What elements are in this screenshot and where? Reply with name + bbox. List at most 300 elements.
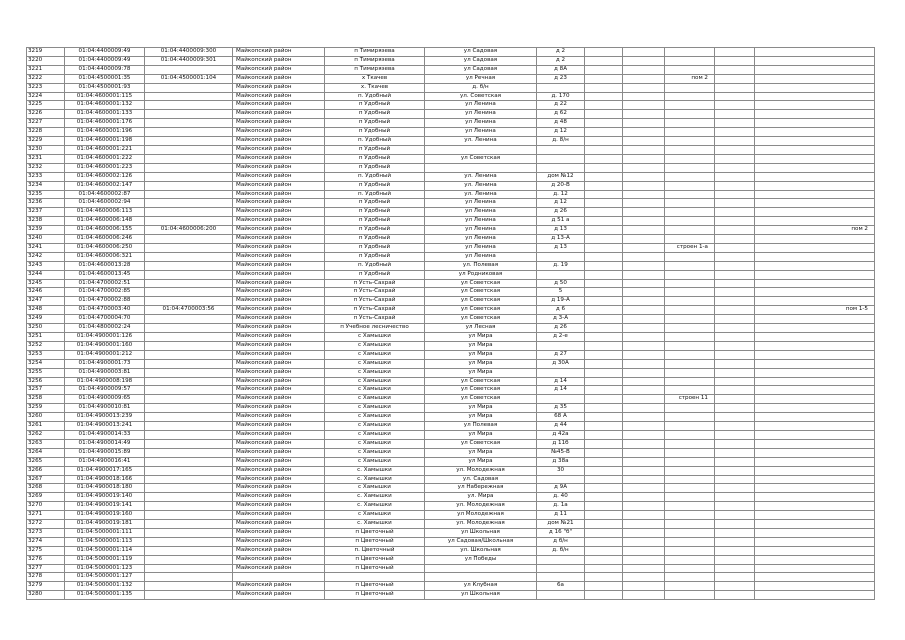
table-cell — [145, 315, 233, 324]
table-cell: 01:04:4900019:160 — [65, 511, 145, 520]
table-row — [27, 217, 875, 226]
table-row — [27, 243, 875, 252]
table-cell: д 50 — [537, 279, 585, 288]
table-cell: 01:04:5000001:135 — [65, 591, 145, 600]
table-cell — [145, 537, 233, 546]
table-cell: ул Молодежная — [425, 511, 537, 520]
table-cell: Майкопский район — [233, 181, 325, 190]
table-cell — [145, 181, 233, 190]
table-cell: 01:04:4700003:40 — [65, 306, 145, 315]
table-cell — [665, 422, 715, 431]
table-cell — [755, 386, 875, 395]
table-cell — [585, 252, 623, 261]
table-cell: ул Лесная — [425, 324, 537, 333]
table-cell — [715, 573, 755, 582]
table-cell — [585, 341, 623, 350]
table-cell — [145, 199, 233, 208]
table-cell: ул Советская — [425, 297, 537, 306]
table-cell — [715, 163, 755, 172]
table-cell: 01:04:4900015:89 — [65, 448, 145, 457]
table-cell — [585, 422, 623, 431]
table-cell — [665, 537, 715, 546]
table-cell — [585, 439, 623, 448]
table-cell: д 11б — [537, 439, 585, 448]
table-cell — [665, 341, 715, 350]
table-cell: 01:04:5000001:123 — [65, 564, 145, 573]
table-cell — [755, 145, 875, 154]
table-cell: 3274 — [27, 537, 65, 546]
table-cell — [665, 261, 715, 270]
table-cell — [585, 297, 623, 306]
table-cell: Майкопский район — [233, 502, 325, 511]
table-cell: д 8А — [537, 65, 585, 74]
table-cell: п Усть-Сахрай — [325, 279, 425, 288]
table-cell: 3229 — [27, 137, 65, 146]
table-cell — [715, 48, 755, 57]
table-cell: 3225 — [27, 101, 65, 110]
table-cell — [665, 448, 715, 457]
table-cell: дом №12 — [537, 172, 585, 181]
table-cell — [755, 475, 875, 484]
table-cell — [665, 137, 715, 146]
table-cell — [145, 528, 233, 537]
table-cell — [755, 297, 875, 306]
table-row — [27, 101, 875, 110]
table-cell: 3267 — [27, 475, 65, 484]
table-cell: ул Советская — [425, 315, 537, 324]
table-cell — [665, 154, 715, 163]
table-cell: Майкопский район — [233, 511, 325, 520]
table-cell: ул Ленина — [425, 243, 537, 252]
table-cell: Майкопский район — [233, 226, 325, 235]
table-cell — [623, 128, 665, 137]
table-cell: 3256 — [27, 377, 65, 386]
table-cell: 3239 — [27, 226, 65, 235]
table-cell: №45-В — [537, 448, 585, 457]
table-row — [27, 528, 875, 537]
table-cell: п Усть-Сахрай — [325, 315, 425, 324]
table-cell — [623, 511, 665, 520]
table-cell: Майкопский район — [233, 466, 325, 475]
table-cell — [623, 457, 665, 466]
table-cell: ул. Молодежная — [425, 466, 537, 475]
table-cell — [145, 386, 233, 395]
table-cell: 3269 — [27, 493, 65, 502]
table-cell — [537, 573, 585, 582]
table-cell: ул. Ленина — [425, 137, 537, 146]
table-cell — [665, 297, 715, 306]
table-cell — [665, 573, 715, 582]
table-cell: 3253 — [27, 350, 65, 359]
table-cell: 3278 — [27, 573, 65, 582]
table-row — [27, 297, 875, 306]
table-cell: 3271 — [27, 511, 65, 520]
table-cell: п. Удобный — [325, 261, 425, 270]
table-cell — [755, 448, 875, 457]
table-cell: п Усть-Сахрай — [325, 288, 425, 297]
table-cell — [623, 341, 665, 350]
table-cell — [623, 555, 665, 564]
table-cell: п Цветочный — [325, 591, 425, 600]
table-row — [27, 128, 875, 137]
table-cell — [665, 110, 715, 119]
table-cell — [585, 511, 623, 520]
table-cell: Майкопский район — [233, 395, 325, 404]
table-cell — [145, 154, 233, 163]
table-cell: д 6 — [537, 306, 585, 315]
table-cell: Майкопский район — [233, 56, 325, 65]
table-cell — [623, 582, 665, 591]
table-row — [27, 573, 875, 582]
table-cell — [755, 137, 875, 146]
table-cell: д 12 — [537, 128, 585, 137]
table-cell: 3245 — [27, 279, 65, 288]
table-cell: Майкопский район — [233, 591, 325, 600]
table-cell: д 14 — [537, 386, 585, 395]
table-cell — [665, 226, 715, 235]
table-row — [27, 137, 875, 146]
table-cell: д 13 — [537, 226, 585, 235]
table-cell: 6а — [537, 582, 585, 591]
table-row — [27, 448, 875, 457]
table-cell: ул Ленина — [425, 235, 537, 244]
table-cell: 01:04:5000001:119 — [65, 555, 145, 564]
table-cell — [623, 315, 665, 324]
table-cell — [623, 190, 665, 199]
table-cell: дом №21 — [537, 520, 585, 529]
table-cell: 5 — [537, 288, 585, 297]
table-cell — [755, 217, 875, 226]
table-row — [27, 493, 875, 502]
table-cell — [145, 564, 233, 573]
table-cell: ул. Школьная — [425, 546, 537, 555]
table-cell — [755, 368, 875, 377]
table-cell: 01:04:4600001:133 — [65, 110, 145, 119]
table-cell: д 9А — [537, 484, 585, 493]
table-cell — [145, 457, 233, 466]
spreadsheet-page — [26, 47, 875, 600]
table-cell: 3235 — [27, 190, 65, 199]
table-cell — [623, 377, 665, 386]
table-cell: 01:04:5000001:132 — [65, 582, 145, 591]
table-cell — [715, 297, 755, 306]
table-cell — [755, 154, 875, 163]
table-cell — [715, 92, 755, 101]
table-cell: 3221 — [27, 65, 65, 74]
table-cell — [623, 56, 665, 65]
table-row — [27, 377, 875, 386]
table-cell: ул Ленина — [425, 252, 537, 261]
table-cell — [665, 48, 715, 57]
table-body — [27, 48, 875, 600]
table-cell — [145, 145, 233, 154]
table-row — [27, 466, 875, 475]
table-cell: 3273 — [27, 528, 65, 537]
table-cell: 01:04:4600001:196 — [65, 128, 145, 137]
table-cell — [623, 208, 665, 217]
table-cell — [623, 368, 665, 377]
table-cell: Майкопский район — [233, 217, 325, 226]
table-cell — [715, 270, 755, 279]
table-cell: с Хамышки — [325, 386, 425, 395]
table-cell — [755, 341, 875, 350]
table-cell — [715, 306, 755, 315]
table-cell: Майкопский район — [233, 235, 325, 244]
table-cell: ул Советская — [425, 306, 537, 315]
table-cell: с Хамышки — [325, 413, 425, 422]
table-cell — [145, 511, 233, 520]
table-cell: ул Советская — [425, 395, 537, 404]
table-cell — [585, 145, 623, 154]
table-cell: ул Мира — [425, 350, 537, 359]
table-cell: 01:04:5000001:114 — [65, 546, 145, 555]
table-cell — [665, 493, 715, 502]
table-cell — [145, 101, 233, 110]
table-cell — [715, 386, 755, 395]
table-cell: ул Ленина — [425, 128, 537, 137]
table-cell — [585, 199, 623, 208]
table-row — [27, 226, 875, 235]
table-cell — [755, 359, 875, 368]
table-cell — [715, 466, 755, 475]
table-cell: ул Мира — [425, 413, 537, 422]
table-cell: д 27 — [537, 350, 585, 359]
table-cell: 3250 — [27, 324, 65, 333]
table-cell — [715, 181, 755, 190]
table-cell — [755, 252, 875, 261]
table-row — [27, 430, 875, 439]
table-cell: 01:04:4400009:301 — [145, 56, 233, 65]
table-cell: ул Советская — [425, 288, 537, 297]
table-row — [27, 288, 875, 297]
table-cell — [585, 466, 623, 475]
table-cell: 3246 — [27, 288, 65, 297]
table-cell: 30 — [537, 466, 585, 475]
table-cell — [623, 252, 665, 261]
table-cell: Майкопский район — [233, 252, 325, 261]
table-cell — [623, 172, 665, 181]
data-table — [26, 47, 875, 600]
table-cell — [665, 377, 715, 386]
table-row — [27, 163, 875, 172]
table-cell: Майкопский район — [233, 154, 325, 163]
table-cell — [537, 475, 585, 484]
table-cell — [585, 457, 623, 466]
table-cell — [755, 324, 875, 333]
table-cell: ул Ленина — [425, 217, 537, 226]
table-cell: д 19-А — [537, 297, 585, 306]
table-cell: 01:04:4900013:241 — [65, 422, 145, 431]
table-cell: п. Удобный — [325, 172, 425, 181]
table-cell — [665, 252, 715, 261]
table-cell — [715, 528, 755, 537]
table-row — [27, 92, 875, 101]
table-cell — [715, 279, 755, 288]
table-row — [27, 484, 875, 493]
table-cell: ул. Садовая — [425, 475, 537, 484]
table-cell: п Цветочный — [325, 528, 425, 537]
table-cell: 01:04:4600006:200 — [145, 226, 233, 235]
table-cell — [755, 404, 875, 413]
table-cell: п Учебное лесничество — [325, 324, 425, 333]
table-cell: д 38а — [537, 457, 585, 466]
table-cell: Майкопский район — [233, 137, 325, 146]
table-cell — [623, 243, 665, 252]
table-cell — [755, 128, 875, 137]
table-cell: Майкопский район — [233, 537, 325, 546]
table-cell: 01:04:4900001:73 — [65, 359, 145, 368]
table-cell — [755, 92, 875, 101]
table-cell: д 22 — [537, 101, 585, 110]
table-cell — [715, 199, 755, 208]
table-cell: 3263 — [27, 439, 65, 448]
table-cell — [755, 511, 875, 520]
table-cell — [585, 270, 623, 279]
table-cell — [715, 448, 755, 457]
table-cell — [755, 279, 875, 288]
table-cell — [715, 235, 755, 244]
table-cell: Майкопский район — [233, 243, 325, 252]
table-cell: 3224 — [27, 92, 65, 101]
table-cell: д. 19 — [537, 261, 585, 270]
table-cell — [585, 101, 623, 110]
table-row — [27, 65, 875, 74]
table-cell — [665, 190, 715, 199]
table-cell — [665, 288, 715, 297]
table-cell — [715, 555, 755, 564]
table-cell: п. Удобный — [325, 92, 425, 101]
table-cell — [145, 65, 233, 74]
table-cell — [715, 564, 755, 573]
table-cell: д 23 — [537, 74, 585, 83]
table-cell: ул. Полевая — [425, 261, 537, 270]
table-cell: д 20-В — [537, 181, 585, 190]
table-cell: 3227 — [27, 119, 65, 128]
table-cell: ул Победы — [425, 555, 537, 564]
table-cell: ул Мира — [425, 359, 537, 368]
table-cell: Майкопский район — [233, 288, 325, 297]
table-cell: ул. Мира — [425, 493, 537, 502]
table-row — [27, 261, 875, 270]
table-cell — [755, 270, 875, 279]
table-cell: 3243 — [27, 261, 65, 270]
table-cell: 01:04:4900001:126 — [65, 333, 145, 342]
table-cell — [715, 56, 755, 65]
table-cell: 01:04:4900019:141 — [65, 502, 145, 511]
table-cell: 01:04:4900009:65 — [65, 395, 145, 404]
table-row — [27, 404, 875, 413]
table-cell — [755, 413, 875, 422]
table-cell: ул Садовая — [425, 56, 537, 65]
table-cell: п Тимирязева — [325, 48, 425, 57]
table-cell — [537, 555, 585, 564]
table-cell — [755, 119, 875, 128]
table-cell: с Хамышки — [325, 457, 425, 466]
table-cell — [145, 359, 233, 368]
table-cell — [755, 422, 875, 431]
table-cell — [585, 546, 623, 555]
table-cell — [145, 404, 233, 413]
table-cell — [755, 395, 875, 404]
table-cell — [145, 163, 233, 172]
table-cell: Майкопский район — [233, 199, 325, 208]
table-cell: п Цветочный — [325, 555, 425, 564]
table-cell — [623, 333, 665, 342]
table-cell — [585, 395, 623, 404]
table-cell: 01:04:4800002:24 — [65, 324, 145, 333]
table-cell: ул Мира — [425, 448, 537, 457]
table-cell — [665, 386, 715, 395]
table-cell — [623, 404, 665, 413]
table-cell — [623, 270, 665, 279]
table-cell — [623, 163, 665, 172]
table-cell — [623, 199, 665, 208]
table-cell — [715, 350, 755, 359]
table-cell — [145, 422, 233, 431]
table-cell — [145, 395, 233, 404]
table-row — [27, 83, 875, 92]
table-row — [27, 439, 875, 448]
table-cell — [665, 217, 715, 226]
table-row — [27, 74, 875, 83]
table-cell — [715, 377, 755, 386]
table-cell: п. Удобный — [325, 137, 425, 146]
table-cell — [425, 145, 537, 154]
table-cell: д 48 — [537, 119, 585, 128]
table-cell: Майкопский район — [233, 493, 325, 502]
table-cell: Майкопский район — [233, 172, 325, 181]
table-cell — [623, 74, 665, 83]
table-cell: п Удобный — [325, 101, 425, 110]
table-cell: 3226 — [27, 110, 65, 119]
table-cell — [665, 235, 715, 244]
table-cell: Майкопский район — [233, 359, 325, 368]
table-cell: 3220 — [27, 56, 65, 65]
table-cell: 01:04:4600001:223 — [65, 163, 145, 172]
table-cell — [715, 324, 755, 333]
table-cell — [623, 439, 665, 448]
table-cell — [623, 65, 665, 74]
table-cell: п Удобный — [325, 119, 425, 128]
table-cell — [665, 368, 715, 377]
table-cell — [585, 520, 623, 529]
table-cell — [755, 199, 875, 208]
table-cell — [715, 359, 755, 368]
table-cell: ул Мира — [425, 333, 537, 342]
table-cell — [755, 163, 875, 172]
table-cell — [623, 564, 665, 573]
table-cell — [585, 359, 623, 368]
table-cell — [145, 377, 233, 386]
table-cell: Майкопский район — [233, 386, 325, 395]
table-cell — [755, 110, 875, 119]
table-cell: Майкопский район — [233, 377, 325, 386]
table-cell: ул Клубная — [425, 582, 537, 591]
table-cell: 3236 — [27, 199, 65, 208]
table-cell: 01:04:4600001:198 — [65, 137, 145, 146]
table-cell — [145, 190, 233, 199]
table-cell: Майкопский район — [233, 163, 325, 172]
table-cell: 3251 — [27, 333, 65, 342]
table-cell: п Цветочный — [325, 537, 425, 546]
table-cell: 3262 — [27, 430, 65, 439]
table-cell — [715, 315, 755, 324]
table-cell — [755, 56, 875, 65]
table-cell — [585, 315, 623, 324]
table-cell — [665, 199, 715, 208]
table-cell: ул Мира — [425, 457, 537, 466]
table-row — [27, 546, 875, 555]
